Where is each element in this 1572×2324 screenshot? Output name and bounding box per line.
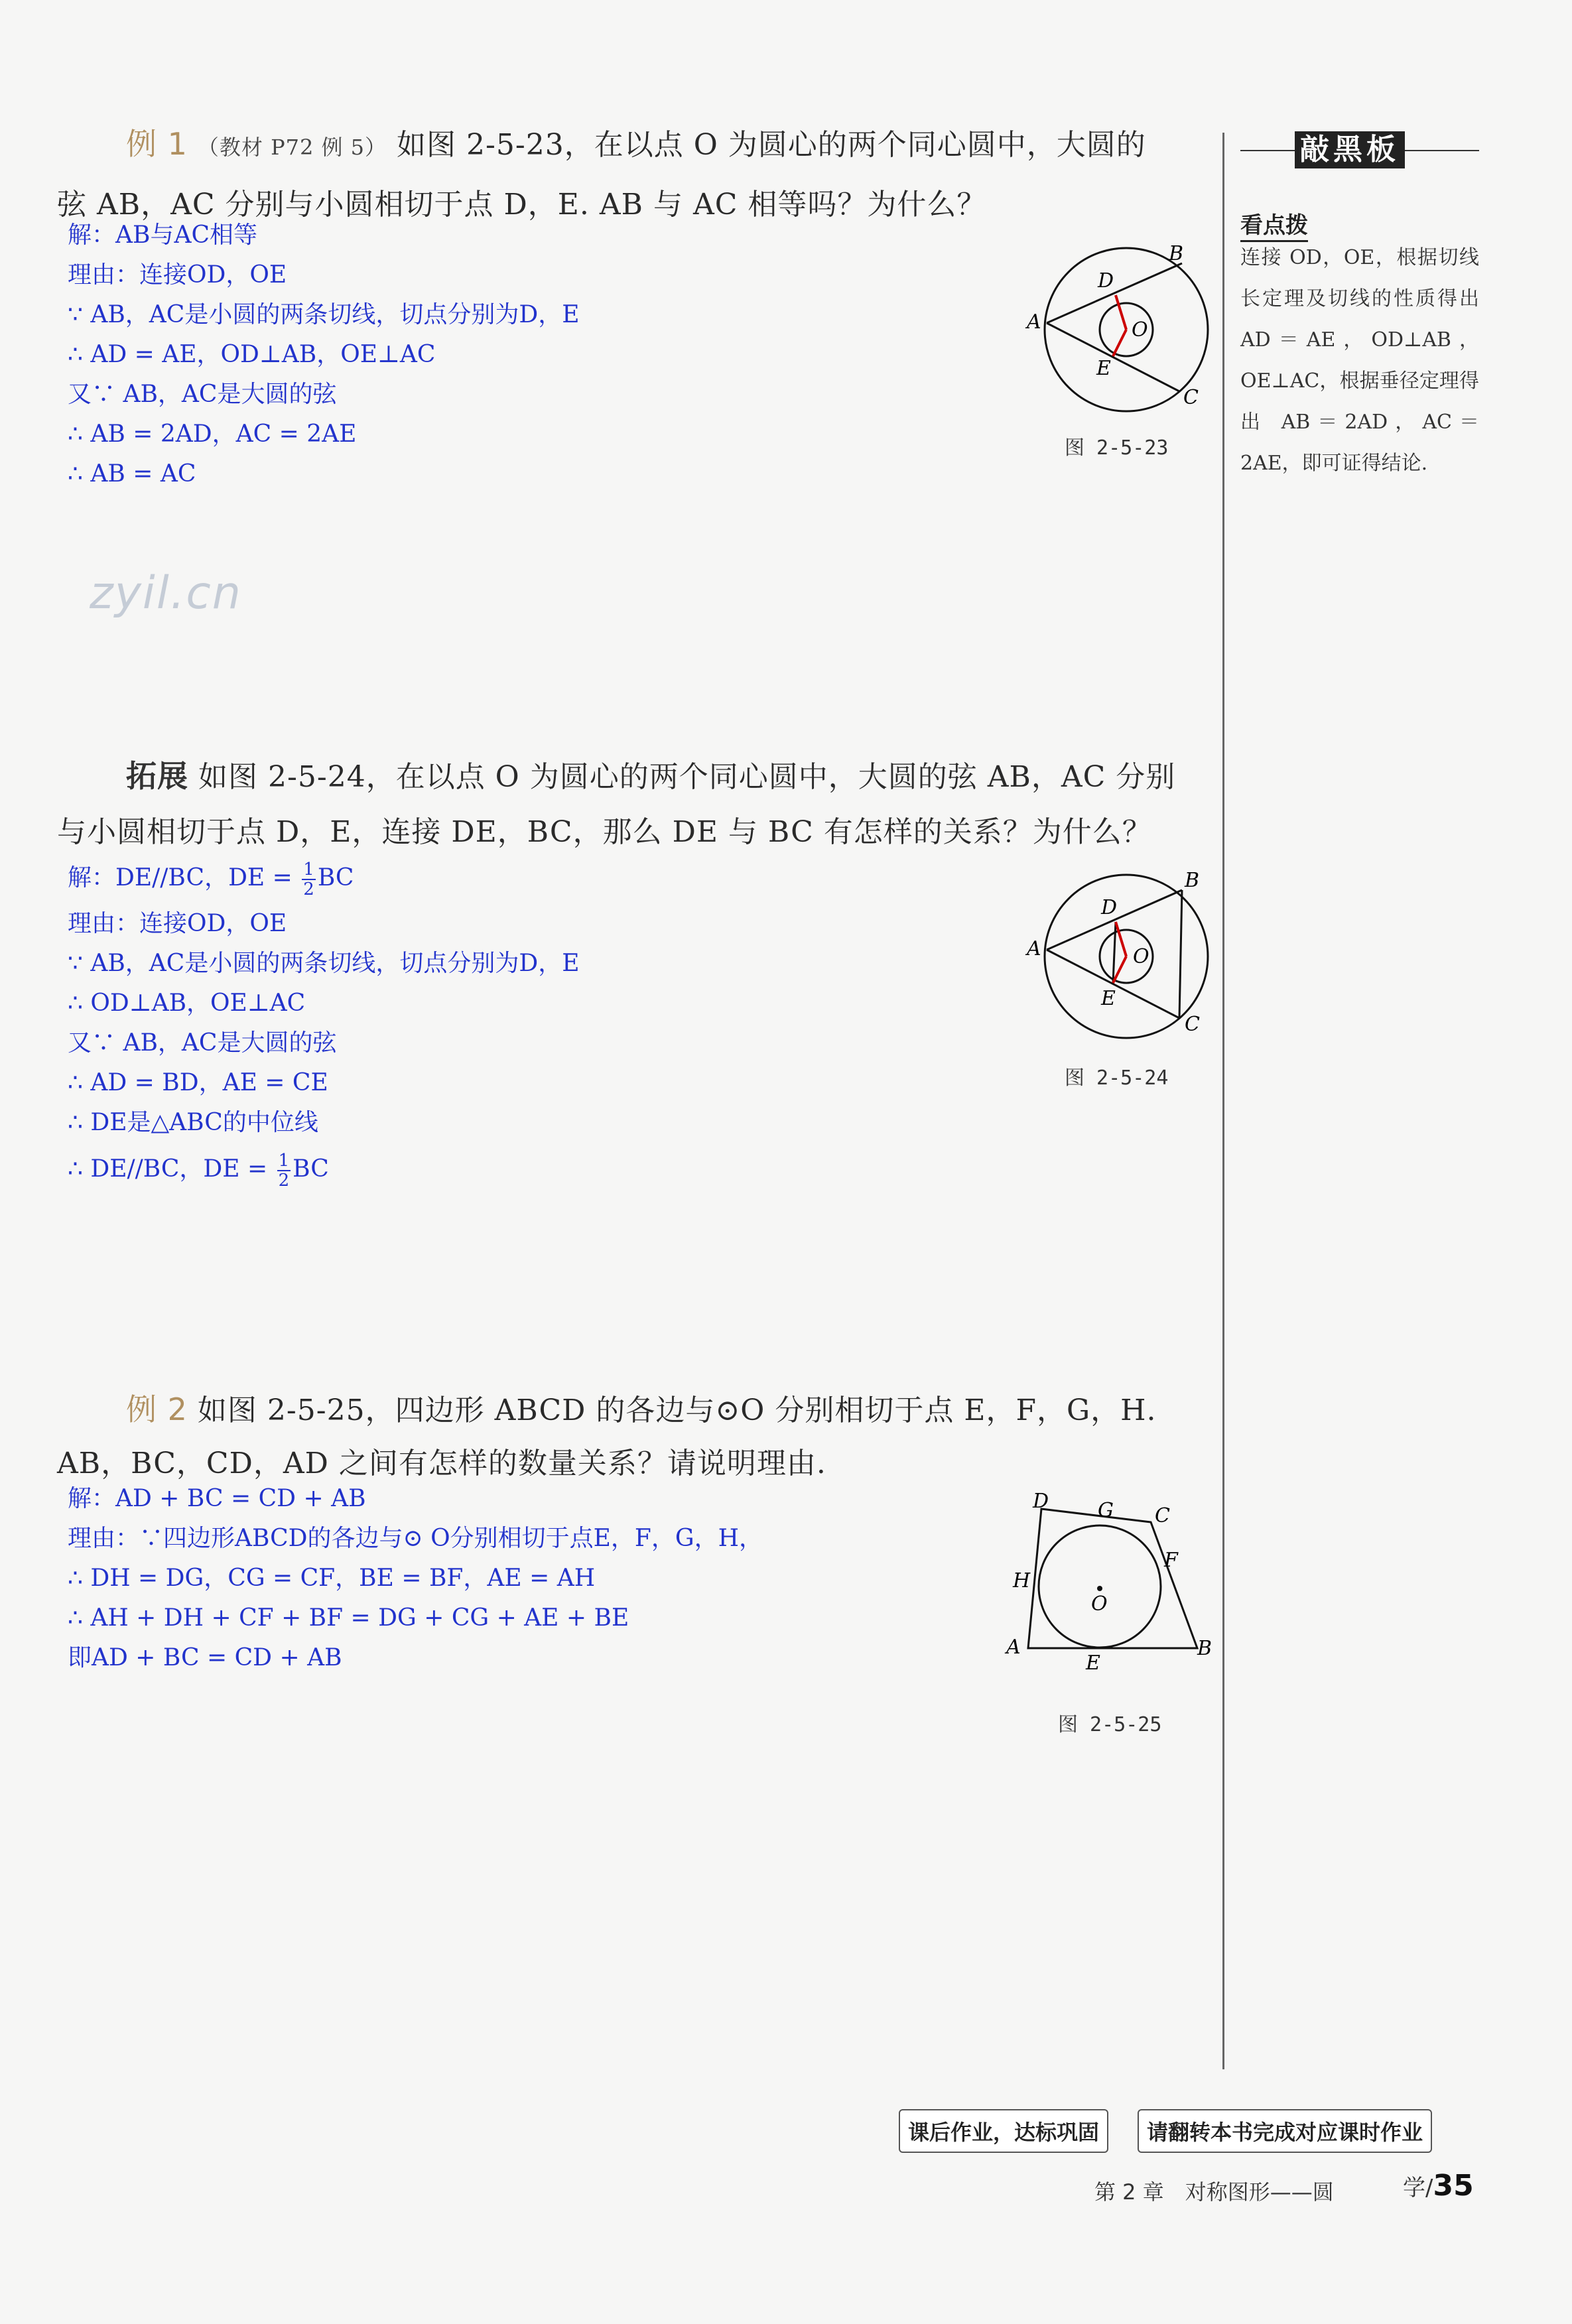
ext-label: 拓展 xyxy=(126,758,188,794)
ex1-question-1: 如图 2-5-23，在以点 O 为圆心的两个同心圆中，大圆的 xyxy=(397,128,1146,162)
label-o: O xyxy=(1132,318,1148,342)
ext-sol-line: 又∵ AB，AC是大圆的弦 xyxy=(68,1029,337,1057)
chapter-title: 第 2 章 对称图形——圆 xyxy=(1094,2179,1334,2205)
ext-question-2: 与小圆相切于点 D，E，连接 DE，BC，那么 DE 与 BC 有怎样的关系？为什么？ xyxy=(57,815,1152,849)
label-c: C xyxy=(1183,386,1199,409)
sidebar-header xyxy=(1240,131,1479,171)
page-number: 35 xyxy=(1433,2169,1474,2203)
ex1-sol-line: ∵ AB，AC是小圆的两条切线，切点分别为D，E xyxy=(68,301,580,328)
label-b: B xyxy=(1185,869,1200,892)
ex1-sol-line: 解：AB与AC相等 xyxy=(68,222,257,249)
ex1-sol-line: ∴ AD = AE，OD⊥AB，OE⊥AC xyxy=(68,341,436,368)
ex2-question-1: 如图 2-5-25，四边形 ABCD 的各边与⊙O 分别相切于点 E，F，G，H. xyxy=(197,1393,1157,1427)
ex2-sol-line: 解：AD + BC = CD + AB xyxy=(68,1485,366,1512)
ex1-label: 例 1 xyxy=(126,126,188,162)
homework-box: 课后作业，达标巩固 xyxy=(899,2109,1108,2153)
label-o: O xyxy=(1091,1592,1108,1616)
label-h: H xyxy=(1013,1569,1031,1592)
ex2-question-2: AB，BC，CD，AD 之间有怎样的数量关系？请说明理由. xyxy=(57,1447,826,1480)
ex1-sol-line: 又∵ AB，AC是大圆的弦 xyxy=(68,381,337,408)
subject-label: 学/ xyxy=(1403,2175,1433,2201)
label-a: A xyxy=(1027,937,1041,960)
ex2-sol-line: 理由：∵四边形ABCD的各边与⊙ O分别相切于点E，F，G，H， xyxy=(68,1525,763,1552)
ex2-solution xyxy=(68,1479,763,1678)
label-d: D xyxy=(1033,1490,1049,1513)
ext-question-1: 如图 2-5-24，在以点 O 为圆心的两个同心圆中，大圆的弦 AB，AC 分别 xyxy=(198,760,1176,794)
caption-2-5-23: 图 2-5-23 xyxy=(1065,436,1169,460)
instruction-box: 请翻转本书完成对应课时作业 xyxy=(1138,2109,1432,2153)
ext-sol-line: ∴ OD⊥AB，OE⊥AC xyxy=(68,990,306,1017)
label-f: F xyxy=(1164,1549,1178,1572)
ex1-sol-line: ∴ AB = AC xyxy=(68,460,196,487)
ex1-sol-line: 理由：连接OD，OE xyxy=(68,261,287,289)
sidebar-title: 敲黑板 xyxy=(1295,131,1405,168)
label-d: D xyxy=(1101,896,1118,919)
label-c: C xyxy=(1185,1013,1200,1036)
ext-sol-line: ∴ DE是△ABC的中位线 xyxy=(68,1109,318,1136)
ext-sol-line: ∴ AD = BD，AE = CE xyxy=(68,1069,328,1096)
ext-sol-line: ∵ AB，AC是小圆的两条切线，切点分别为D，E xyxy=(68,950,580,977)
label-c: C xyxy=(1155,1504,1170,1527)
sidebar-tip-text: 连接 OD，OE，根据切线长定理及切线的性质得出 AD＝AE，OD⊥AB，OE⊥AC，根据垂径定理得出 AB＝2AD，AC＝2AE，即可证得结论. xyxy=(1240,246,1479,475)
sidebar-tip-label: 看点拨 xyxy=(1240,207,1308,239)
label-e: E xyxy=(1086,1651,1100,1675)
label-e: E xyxy=(1101,987,1116,1010)
label-a: A xyxy=(1006,1636,1021,1659)
figure-2-5-23 xyxy=(1008,235,1220,428)
ext-sol-line: 理由：连接OD，OE xyxy=(68,910,287,937)
ex1-question-2: 弦 AB，AC 分别与小圆相切于点 D，E. AB 与 AC 相等吗？为什么？ xyxy=(57,188,987,222)
ex1-ref: （教材 P72 例 5） xyxy=(197,135,387,160)
ex2-sol-line: 即AD + BC = CD + AB xyxy=(68,1644,342,1671)
label-o: O xyxy=(1133,945,1149,968)
ext-line1 xyxy=(126,745,1175,808)
label-b: B xyxy=(1169,242,1184,265)
ex2-label: 例 2 xyxy=(126,1391,188,1427)
caption-2-5-25: 图 2-5-25 xyxy=(1058,1713,1162,1736)
label-g: G xyxy=(1098,1499,1114,1522)
ex2-sol-line: ∴ DH = DG，CG = CF，BE = BF，AE = AH xyxy=(68,1565,596,1592)
ext-sol-last: ∴ DE//BC，DE = $\frac{1}{2}$ BC xyxy=(68,1151,329,1191)
sidebar-divider xyxy=(1222,133,1224,2069)
label-d: D xyxy=(1098,269,1114,292)
ex1-sol-line: ∴ AB = 2AD，AC = 2AE xyxy=(68,420,357,448)
label-e: E xyxy=(1096,357,1111,380)
label-a: A xyxy=(1027,310,1041,334)
watermark: zyil.cn xyxy=(90,567,242,619)
figure-2-5-25 xyxy=(998,1489,1224,1681)
caption-2-5-24: 图 2-5-24 xyxy=(1065,1066,1169,1090)
ex1-solution xyxy=(68,216,580,494)
ex2-sol-line: ∴ AH + DH + CF + BF = DG + CG + AE + BE xyxy=(68,1604,629,1632)
page-number-area xyxy=(1403,2169,1474,2203)
ext-sol-first: 解：DE//BC，DE = $\frac{1}{2}$ BC xyxy=(68,860,354,899)
ex1-line1 xyxy=(126,113,1220,178)
label-b: B xyxy=(1197,1637,1212,1660)
ext-solution xyxy=(68,852,580,1196)
figure-2-5-24 xyxy=(1008,862,1220,1055)
